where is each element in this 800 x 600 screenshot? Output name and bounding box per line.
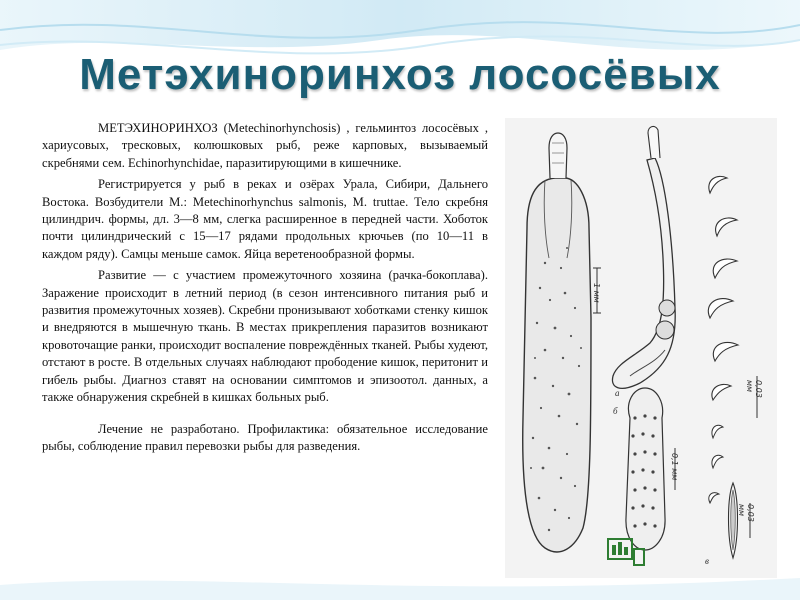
proboscis-top [549,133,567,178]
scale-label-proboscis: 0,1 мм [670,453,679,481]
proboscis-detail [626,388,665,550]
scale-label-hook: 0,03 мм [745,380,763,398]
scale-label-main: 1 мм [592,283,601,303]
worm-body-large [523,178,591,552]
panel-letter-a: а [615,388,620,398]
background-wave [0,578,800,600]
worm-body-male [612,158,675,388]
slide-title: Метэхиноринхоз лососёвых [79,50,721,99]
paragraph-definition: МЕТЭХИНОРИНХОЗ (Metechinorhynchosis) , гельминтоз лососёвых , хариусовых, тресковых, колюшковых рыб, реже карповых, вызываемый скребнями сем. Echinorhynchidae, паразитирующими в кишечнике. [42,121,488,170]
scale-label-egg: 0,03 мм [737,504,755,522]
testis-icon [659,300,675,316]
parasite-illustration [505,118,777,578]
paragraph-development: Развитие — с участием промежуточного хозяина (рачка-бокоплава). Заражение происходит в летний период (в сезон интенсивного питания рыб и развития промежуточных хозяев). Скребни пронизывают хоботками стенку кишок и внедряются в мышечную ткань. В местах прикрепления паразитов возникают кровоточащие ранки, происходит воспаление повреждённых тканей. Рыбы худеют, отстают в росте. В отдельных случаях наблюдают прободение кишок, перитонит и гибель рыбы. Диагноз ставят на основании симптомов и эпизоотол. данных, а также обнаружения скребней в кишках больных рыб. [42,268,488,405]
paragraph-distribution: Регистрируется у рыб в реках и озёрах Урала, Сибири, Дальнего Востока. Возбудители M.: Metechinorhynchus salmonis, M. truttae. Тело скребня цилиндрич. формы, дл. 3—8 мм, слегка расширенное в передней части. Хоботок почти цилиндрический с 15—17 рядами продольных крючьев (по 10—11 в каждом ряду). Самцы меньше самок. Яйца веретенообразной формы. [42,177,488,261]
presentation-logo-icon [606,535,646,569]
hook-series [708,176,738,400]
paragraph-treatment: Лечение не разработано. Профилактика: обязательное исследование рыбы, соблюдение правил перевозки рыбы для разведения. [42,421,488,453]
panel-letter-c: в [705,556,709,566]
body-text [42,120,488,459]
panel-letter-b: б [613,406,618,416]
